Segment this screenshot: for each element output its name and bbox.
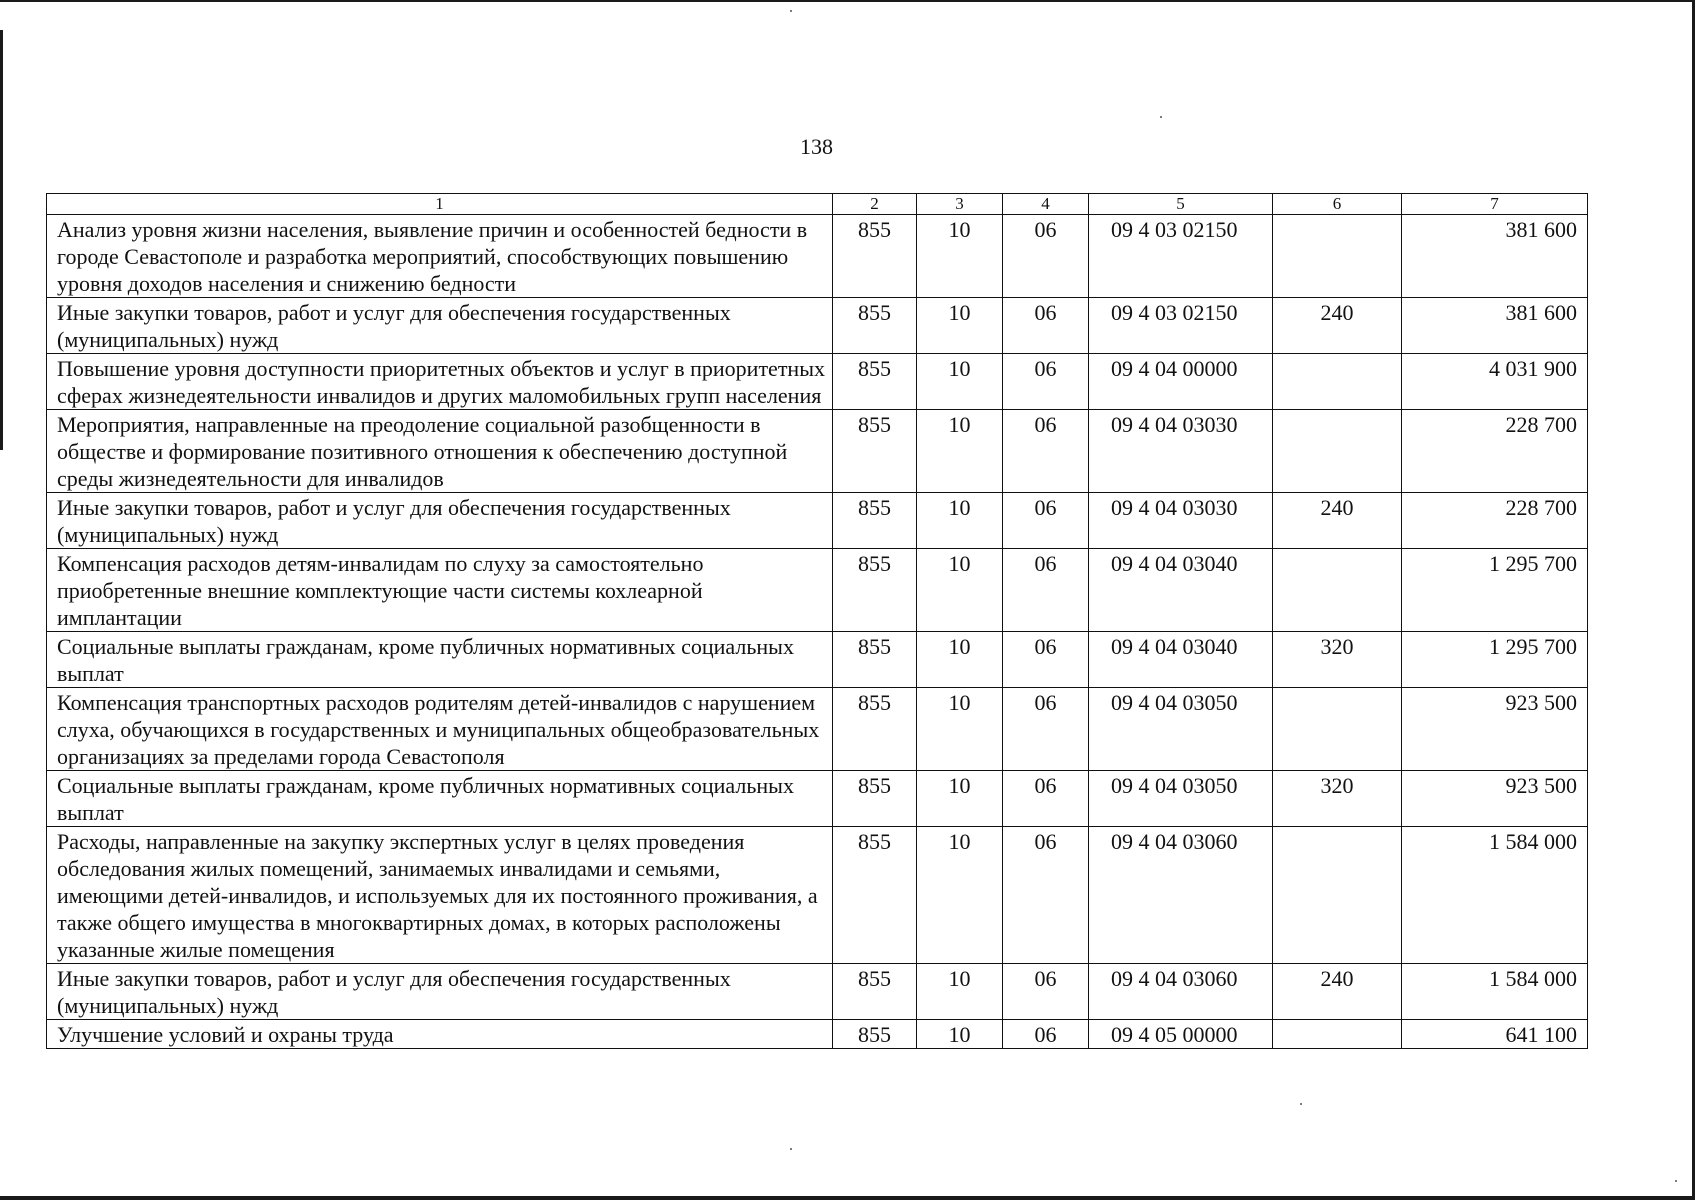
row-col4: 06	[1003, 298, 1089, 354]
row-name: Компенсация расходов детям-инвалидам по слуху за самостоятельно приобретенные внешние комплектующие части системы кохлеарной имплантации	[47, 549, 833, 632]
row-col4: 06	[1003, 771, 1089, 827]
row-col6	[1273, 410, 1402, 493]
row-col3: 10	[917, 493, 1003, 549]
row-col5: 09 4 04 00000	[1089, 354, 1273, 410]
row-name: Расходы, направленные на закупку экспертных услуг в целях проведения обследования жилых помещений, занимаемых инвалидами и семьями, имеющими детей-инвалидов, и используемых для их постоянного проживания, а также общего имущества в многоквартирных домах, в которых расположены указанные жилые помещения	[47, 827, 833, 964]
row-col2: 855	[833, 493, 917, 549]
row-col7: 641 100	[1402, 1020, 1588, 1049]
row-col6: 320	[1273, 632, 1402, 688]
column-header-6: 6	[1273, 194, 1402, 215]
row-col7: 1 295 700	[1402, 549, 1588, 632]
table-row	[47, 688, 1588, 771]
row-col6	[1273, 549, 1402, 632]
row-col6	[1273, 215, 1402, 298]
row-col6	[1273, 1020, 1402, 1049]
table-row	[47, 1020, 1588, 1049]
column-header-4: 4	[1003, 194, 1089, 215]
row-col5: 09 4 04 03050	[1089, 688, 1273, 771]
row-name: Компенсация транспортных расходов родителям детей-инвалидов с нарушением слуха, обучающихся в государственных и муниципальных общеобразовательных организациях за пределами города Севастополя	[47, 688, 833, 771]
row-col2: 855	[833, 549, 917, 632]
row-name: Иные закупки товаров, работ и услуг для обеспечения государственных (муниципальных) нужд	[47, 298, 833, 354]
row-col7: 228 700	[1402, 493, 1588, 549]
scan-speck	[790, 1148, 792, 1150]
row-col2: 855	[833, 215, 917, 298]
table-row	[47, 771, 1588, 827]
row-col4: 06	[1003, 632, 1089, 688]
row-col3: 10	[917, 771, 1003, 827]
column-header-2: 2	[833, 194, 917, 215]
row-col5: 09 4 04 03040	[1089, 549, 1273, 632]
page-number: 138	[800, 134, 833, 159]
row-name: Социальные выплаты гражданам, кроме публичных нормативных социальных выплат	[47, 771, 833, 827]
row-col4: 06	[1003, 1020, 1089, 1049]
row-name: Иные закупки товаров, работ и услуг для обеспечения государственных (муниципальных) нужд	[47, 964, 833, 1020]
row-col3: 10	[917, 1020, 1003, 1049]
scan-speck	[1675, 1180, 1677, 1182]
row-col4: 06	[1003, 964, 1089, 1020]
row-col4: 06	[1003, 493, 1089, 549]
column-header-3: 3	[917, 194, 1003, 215]
row-col4: 06	[1003, 688, 1089, 771]
column-header-1: 1	[47, 194, 833, 215]
row-col4: 06	[1003, 549, 1089, 632]
scan-speck	[1160, 116, 1162, 118]
row-col3: 10	[917, 298, 1003, 354]
row-col3: 10	[917, 688, 1003, 771]
row-col5: 09 4 03 02150	[1089, 215, 1273, 298]
row-col2: 855	[833, 964, 917, 1020]
row-col2: 855	[833, 298, 917, 354]
table-row	[47, 632, 1588, 688]
row-col3: 10	[917, 632, 1003, 688]
row-col2: 855	[833, 354, 917, 410]
row-col4: 06	[1003, 354, 1089, 410]
row-col7: 1 295 700	[1402, 632, 1588, 688]
row-col2: 855	[833, 410, 917, 493]
row-col2: 855	[833, 632, 917, 688]
row-col6	[1273, 688, 1402, 771]
row-col6: 240	[1273, 493, 1402, 549]
row-name: Социальные выплаты гражданам, кроме публичных нормативных социальных выплат	[47, 632, 833, 688]
row-name: Иные закупки товаров, работ и услуг для обеспечения государственных (муниципальных) нужд	[47, 493, 833, 549]
row-col7: 923 500	[1402, 771, 1588, 827]
row-col5: 09 4 05 00000	[1089, 1020, 1273, 1049]
row-col5: 09 4 03 02150	[1089, 298, 1273, 354]
table-row	[47, 549, 1588, 632]
row-col7: 381 600	[1402, 298, 1588, 354]
row-col7: 228 700	[1402, 410, 1588, 493]
row-col3: 10	[917, 964, 1003, 1020]
row-name: Повышение уровня доступности приоритетных объектов и услуг в приоритетных сферах жизнедеятельности инвалидов и других маломобильных групп населения	[47, 354, 833, 410]
row-name: Анализ уровня жизни населения, выявление причин и особенностей бедности в городе Севастополе и разработка мероприятий, способствующих повышению уровня доходов населения и снижению бедности	[47, 215, 833, 298]
column-header-7: 7	[1402, 194, 1588, 215]
row-col2: 855	[833, 827, 917, 964]
table-row	[47, 410, 1588, 493]
row-col6: 240	[1273, 964, 1402, 1020]
row-col5: 09 4 04 03050	[1089, 771, 1273, 827]
row-col2: 855	[833, 1020, 917, 1049]
row-col6: 240	[1273, 298, 1402, 354]
row-col7: 4 031 900	[1402, 354, 1588, 410]
scan-speck	[790, 10, 792, 12]
budget-table	[46, 193, 1588, 1049]
table-row	[47, 298, 1588, 354]
row-col5: 09 4 04 03030	[1089, 493, 1273, 549]
row-name: Улучшение условий и охраны труда	[47, 1020, 833, 1049]
table-row	[47, 964, 1588, 1020]
row-col7: 381 600	[1402, 215, 1588, 298]
row-col7: 923 500	[1402, 688, 1588, 771]
row-col3: 10	[917, 549, 1003, 632]
row-col3: 10	[917, 410, 1003, 493]
row-col4: 06	[1003, 410, 1089, 493]
row-col5: 09 4 04 03060	[1089, 827, 1273, 964]
table-row	[47, 215, 1588, 298]
row-col4: 06	[1003, 827, 1089, 964]
row-col7: 1 584 000	[1402, 964, 1588, 1020]
row-name: Мероприятия, направленные на преодоление социальной разобщенности в обществе и формирование позитивного отношения к обеспечению доступной среды жизнедеятельности для инвалидов	[47, 410, 833, 493]
row-col6: 320	[1273, 771, 1402, 827]
table-row	[47, 493, 1588, 549]
row-col3: 10	[917, 215, 1003, 298]
row-col2: 855	[833, 771, 917, 827]
table-row	[47, 827, 1588, 964]
table-row	[47, 354, 1588, 410]
row-col2: 855	[833, 688, 917, 771]
row-col5: 09 4 04 03040	[1089, 632, 1273, 688]
column-header-5: 5	[1089, 194, 1273, 215]
row-col6	[1273, 354, 1402, 410]
scan-speck	[1300, 1103, 1302, 1105]
row-col5: 09 4 04 03030	[1089, 410, 1273, 493]
scan-border-left	[0, 30, 3, 450]
row-col3: 10	[917, 354, 1003, 410]
table-header-row	[47, 194, 1588, 215]
row-col3: 10	[917, 827, 1003, 964]
scan-border-top	[0, 0, 1695, 2]
row-col4: 06	[1003, 215, 1089, 298]
scan-border-bottom	[0, 1196, 1695, 1200]
row-col5: 09 4 04 03060	[1089, 964, 1273, 1020]
row-col7: 1 584 000	[1402, 827, 1588, 964]
row-col6	[1273, 827, 1402, 964]
